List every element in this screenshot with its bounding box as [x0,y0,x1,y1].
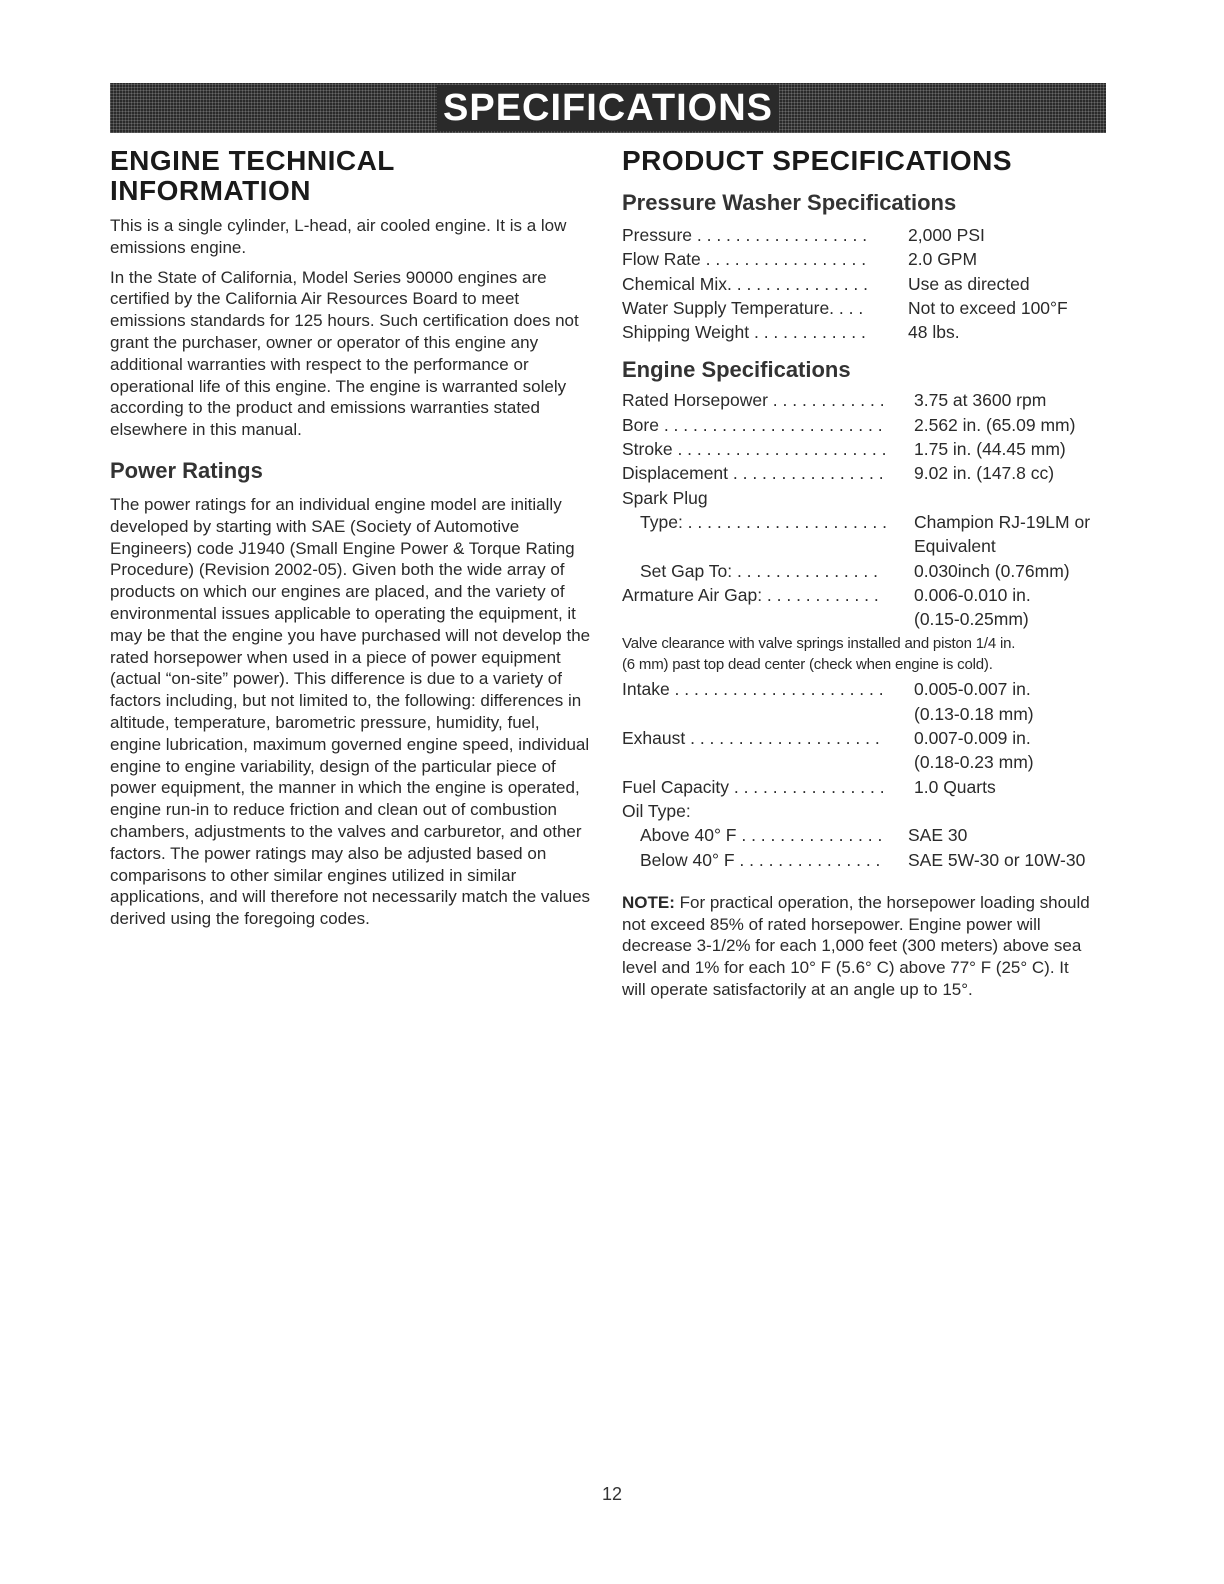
california-paragraph: In the State of California, Model Series 90000 engines are certified by the California Air Resources Board to meet emissions standards for 125 hours. Such certification does not grant the purchaser, owner or operator of this engine any additional warranties with respect to the performance or operational life of this engine. The engine is warranted solely according to the product and emissions warranties stated elsewhere in this manual. [110,267,579,440]
engine-specs-list [622,388,1112,871]
spec-value: 2.0 GPM [908,249,978,270]
engine-technical-heading: ENGINE TECHNICAL INFORMATION [110,145,395,206]
spec-label: Displacement . . . . . . . . . . . . . . . . [622,463,884,484]
spec-value-continued: (0.18-0.23 mm) [914,752,1034,773]
spark-plug-label: Spark Plug [622,487,708,508]
spec-value: SAE 30 [908,825,968,846]
spec-label: Stroke . . . . . . . . . . . . . . . . . . . . . . [622,439,887,460]
spec-label: Fuel Capacity . . . . . . . . . . . . . . . . [622,776,885,797]
product-specifications-heading: PRODUCT SPECIFICATIONS [622,145,1013,176]
page-number: 12 [601,1484,623,1504]
spec-value: Champion RJ-19LM or [914,511,1091,532]
banner-title: SPECIFICATIONS [437,85,779,131]
intro-paragraph: This is a single cylinder, L-head, air cooled engine. It is a low emissions engine. [110,216,567,257]
spec-row-fuel-capacity [622,775,1112,799]
power-ratings-heading: Power Ratings [110,457,263,483]
spec-label: Intake . . . . . . . . . . . . . . . . . . . . . . [622,679,884,700]
spec-value: Not to exceed 100°F [908,297,1068,318]
spec-value-continued: Equivalent [914,536,996,557]
spec-row-stroke [622,437,1112,461]
spec-value: 2,000 PSI [908,225,985,245]
spec-label: Bore . . . . . . . . . . . . . . . . . . . . . . . [622,414,883,435]
engine-specs-heading: Engine Specifications [622,357,851,383]
spec-row-flow-rate [622,247,1112,271]
spec-value: 48 lbs. [908,322,960,343]
spec-label: Shipping Weight . . . . . . . . . . . . [622,322,866,343]
spec-value: 0.007-0.009 in. [914,728,1031,749]
spec-value: Use as directed [908,273,1030,294]
spec-row-chemical-mix [622,272,1112,296]
oil-type-label: Oil Type: [622,800,691,821]
washer-specs-list [622,223,1112,344]
spec-label: Type: . . . . . . . . . . . . . . . . . . . . . [640,511,888,532]
spec-label: Armature Air Gap: . . . . . . . . . . . . [622,584,879,605]
spec-row-intake [622,677,1112,701]
spec-value: 1.75 in. (44.45 mm) [914,439,1066,460]
spec-row-set-gap [622,559,1112,583]
spec-label: Above 40° F . . . . . . . . . . . . . . . [640,825,883,846]
valve-clearance-note-line: Valve clearance with valve springs installed and piston 1/4 in. [622,635,1016,653]
note-text: For practical operation, the horsepower loading should not exceed 85% of rated horsepower. Engine power will decrease 3-1/2% for each 1,000 feet (300 meters) above sea level and 1% for each 10° F (5.6° C) above 77° F (25° C). It will operate satisfactorily at an angle up to 15°. [622,892,1090,1000]
specifications-banner [110,83,1106,133]
spec-row-displacement [622,461,1112,485]
spec-label: Chemical Mix. . . . . . . . . . . . . . . [622,273,869,294]
spec-value: 0.006-0.010 in. [914,584,1031,605]
spec-value: 1.0 Quarts [914,776,996,797]
spec-row-shipping-weight [622,320,1112,344]
spec-continuation [622,750,1112,774]
spec-label: Exhaust . . . . . . . . . . . . . . . . . . . . [622,728,880,749]
spec-row-bore [622,413,1112,437]
spec-value: 3.75 at 3600 rpm [914,390,1047,411]
spec-label: Flow Rate . . . . . . . . . . . . . . . . . [622,249,867,270]
spec-row-oil-below [622,848,1112,872]
power-ratings-paragraph: The power ratings for an individual engine model are initially developed by starting with SAE (Society of Automotive Engineers) code J1940 (Small Engine Power & Torque Rating Procedure) (Revision 2002-05). Given both the wide array of products on which our engines are placed, and the variety of environmental issues applicable to operating the equipment, it may be that the engine you have purchased will not develop the rated horsepower when used in a piece of power equipment (actual “on-site” power). This difference is due to a variety of factors including, but not limited to, the following: differences in altitude, temperature, barometric pressure, humidity, fuel, engine lubrication, maximum governed engine speed, individual engine to engine variability, design of the particular piece of power equipment, the manner in which the engine is operated, engine run-in to reduce friction and clean out of combustion chambers, adjustments to the valves and carburetor, and other factors. The power ratings may also be adjusted based on comparisons to other similar engines utilized in similar applications, and will therefore not necessarily match the values derived using the foregoing codes. [110,494,591,929]
spec-label: Below 40° F . . . . . . . . . . . . . . . [640,849,881,870]
spec-value: 0.005-0.007 in. [914,679,1031,700]
spec-label: Rated Horsepower . . . . . . . . . . . . [622,390,885,411]
spec-value-continued: (0.15-0.25mm) [914,609,1029,630]
spec-continuation [622,534,1112,558]
valve-clearance-note-line: (6 mm) past top dead center (check when engine is cold). [622,656,993,674]
spec-row-rated-horsepower [622,388,1112,412]
note-paragraph [622,892,1092,1001]
spec-label: Pressure . . . . . . . . . . . . . . . . . . [622,225,868,245]
spec-label: Water Supply Temperature. . . . [622,297,864,318]
engine-technical-column [110,146,594,930]
spec-row-pressure [622,223,1112,247]
washer-specs-heading: Pressure Washer Specifications [622,190,957,215]
spec-row-water-temp [622,296,1112,320]
spec-value: 0.030inch (0.76mm) [914,560,1070,581]
spec-continuation [622,607,1112,631]
spec-continuation [622,702,1112,726]
spec-row-plug-type [622,510,1112,534]
product-specifications-column [622,146,1112,1001]
spec-row-armature-gap [622,583,1112,607]
spec-label: Set Gap To: . . . . . . . . . . . . . . . [640,560,878,581]
spec-row-exhaust [622,726,1112,750]
spec-row-oil-above [622,823,1112,847]
note-label: NOTE: [622,892,675,912]
spec-value: SAE 5W-30 or 10W-30 [908,849,1086,870]
spec-value: 2.562 in. (65.09 mm) [914,414,1076,435]
spec-value: 9.02 in. (147.8 cc) [914,463,1055,484]
spec-value-continued: (0.13-0.18 mm) [914,703,1034,724]
